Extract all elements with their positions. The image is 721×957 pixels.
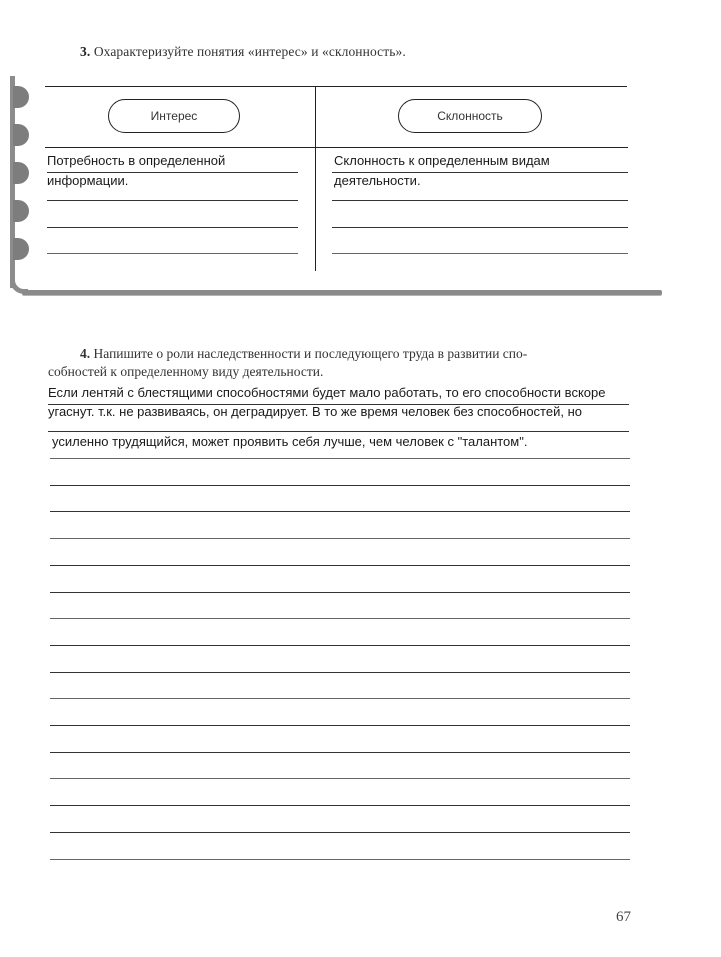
inclination-answer-line-2: деятельности. (334, 173, 421, 188)
table-header-divider (45, 147, 315, 148)
blank-rule (50, 592, 630, 593)
heading-inclination (398, 99, 542, 133)
answer-rule (332, 253, 628, 254)
binding-ring-icon (13, 86, 29, 108)
task3-prompt (80, 44, 406, 60)
blank-rule (50, 698, 630, 699)
task3-prompt-text: Охарактеризуйте понятия «интерес» и «склонность». (93, 44, 406, 59)
blank-rule (50, 618, 630, 619)
blank-rule (50, 805, 630, 806)
blank-rule (50, 458, 630, 459)
blank-rule (50, 725, 630, 726)
task3-number: 3. (80, 44, 91, 59)
answer-rule (332, 227, 628, 228)
blank-rule (50, 752, 630, 753)
task4-answer-line-1: Если лентяй с блестящими способностями будет мало работать, то его способности вскоре (48, 385, 606, 400)
heading-interest (108, 99, 240, 133)
task4-answer-line-2: угаснут. т.к. не развиваясь, он деградирует. В то же время человек без способностей, но (48, 404, 582, 419)
blank-rule (50, 832, 630, 833)
card-bottom-edge (22, 290, 662, 295)
blank-rule (50, 778, 630, 779)
blank-rule (50, 645, 630, 646)
task4-answer-line-3: усиленно трудящийся, может проявить себя лучше, чем человек с "талантом". (52, 434, 528, 449)
blank-rule (50, 565, 630, 566)
table-column-divider (315, 86, 316, 271)
binding-ring-icon (13, 238, 29, 260)
blank-rule (50, 485, 630, 486)
binding-ring-icon (13, 124, 29, 146)
table-header-divider (316, 147, 628, 148)
answer-rule (332, 200, 628, 201)
task4-number: 4. (80, 346, 91, 361)
answer-rule (47, 227, 298, 228)
blank-rule (50, 672, 630, 673)
task4-prompt-line-2: собностей к определенному виду деятельности. (48, 364, 324, 379)
page-number: 67 (616, 909, 631, 925)
answer-rule (47, 253, 298, 254)
inclination-answer-line-1: Склонность к определенным видам (334, 153, 550, 168)
interest-answer-line-1: Потребность в определенной (47, 153, 226, 168)
blank-rule (50, 538, 630, 539)
binding-ring-icon (13, 162, 29, 184)
binding-ring-icon (13, 200, 29, 222)
table-top-border (45, 86, 627, 87)
heading-interest-label: Интерес (150, 109, 198, 123)
blank-rule (50, 511, 630, 512)
interest-answer-line-2: информации. (47, 173, 129, 188)
heading-inclination-label: Склонность (437, 109, 503, 123)
task4-prompt-line-1 (80, 346, 527, 362)
blank-rule (50, 859, 630, 860)
answer-rule (48, 431, 629, 432)
task4-prompt-text-1: Напишите о роли наследственности и последующего труда в развитии спо- (93, 346, 528, 361)
answer-rule (47, 200, 298, 201)
